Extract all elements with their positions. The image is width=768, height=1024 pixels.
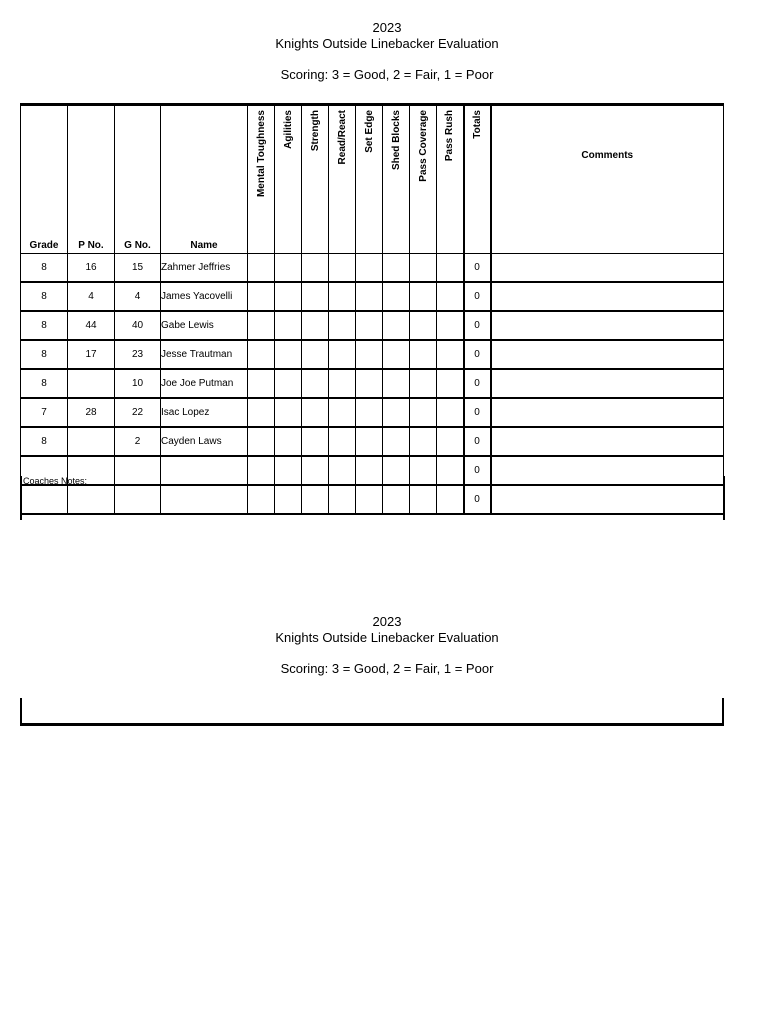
- page2-header: [0, 614, 768, 677]
- cell-shed-blocks[interactable]: [383, 311, 410, 340]
- cell-agilities[interactable]: [275, 282, 302, 311]
- cell-name: James Yacovelli: [161, 282, 248, 311]
- cell-comments[interactable]: [491, 340, 724, 369]
- cell-mental-toughness[interactable]: [248, 311, 275, 340]
- cell-agilities[interactable]: [275, 369, 302, 398]
- cell-mental-toughness[interactable]: [248, 369, 275, 398]
- col-shed-blocks: Shed Blocks: [383, 105, 410, 254]
- cell-p-no: 28: [68, 398, 115, 427]
- cell-g-no: 2: [115, 427, 161, 456]
- cell-mental-toughness[interactable]: [248, 427, 275, 456]
- cell-strength[interactable]: [302, 254, 329, 283]
- cell-comments[interactable]: [491, 282, 724, 311]
- cell-name: Jesse Trautman: [161, 340, 248, 369]
- table-row: [21, 311, 724, 340]
- cell-grade: 8: [21, 254, 68, 283]
- scoring-legend: Scoring: 3 = Good, 2 = Fair, 1 = Poor: [280, 67, 494, 82]
- cell-set-edge[interactable]: [356, 340, 383, 369]
- col-set-edge: Set Edge: [356, 105, 383, 254]
- page2-table-frame: [20, 698, 724, 726]
- cell-comments[interactable]: [491, 311, 724, 340]
- cell-set-edge[interactable]: [356, 398, 383, 427]
- cell-set-edge[interactable]: [356, 369, 383, 398]
- col-p-no: P No.: [68, 105, 115, 254]
- cell-g-no: 40: [115, 311, 161, 340]
- cell-read-react[interactable]: [329, 427, 356, 456]
- col-name: Name: [161, 105, 248, 254]
- cell-comments[interactable]: [491, 427, 724, 456]
- cell-grade: 8: [21, 369, 68, 398]
- header-year: 2023: [372, 20, 402, 35]
- table-header-row: [21, 105, 724, 254]
- cell-pass-coverage[interactable]: [410, 427, 437, 456]
- cell-total: 0: [464, 485, 491, 514]
- table-row: [21, 340, 724, 369]
- cell-comments[interactable]: [491, 369, 724, 398]
- cell-strength[interactable]: [302, 427, 329, 456]
- cell-agilities[interactable]: [275, 427, 302, 456]
- cell-g-no: 22: [115, 398, 161, 427]
- cell-grade: 7: [21, 398, 68, 427]
- col-totals: Totals: [464, 105, 491, 254]
- cell-name: Joe Joe Putman: [161, 369, 248, 398]
- cell-p-no: 16: [68, 254, 115, 283]
- header-title: Knights Outside Linebacker Evaluation: [275, 36, 499, 51]
- col-g-no: G No.: [115, 105, 161, 254]
- cell-p-no: 44: [68, 311, 115, 340]
- cell-total: 0: [464, 456, 491, 485]
- cell-pass-coverage[interactable]: [410, 254, 437, 283]
- cell-mental-toughness[interactable]: [248, 254, 275, 283]
- cell-pass-coverage[interactable]: [410, 282, 437, 311]
- cell-strength[interactable]: [302, 369, 329, 398]
- cell-set-edge[interactable]: [356, 311, 383, 340]
- cell-shed-blocks[interactable]: [383, 398, 410, 427]
- evaluation-table: [20, 103, 724, 515]
- cell-shed-blocks[interactable]: [383, 340, 410, 369]
- cell-mental-toughness[interactable]: [248, 282, 275, 311]
- col-mental-toughness: Mental Toughness: [248, 105, 275, 254]
- cell-grade: 8: [21, 340, 68, 369]
- cell-strength[interactable]: [302, 340, 329, 369]
- cell-total: 0: [464, 369, 491, 398]
- table-row: [21, 369, 724, 398]
- cell-pass-coverage[interactable]: [410, 311, 437, 340]
- cell-pass-coverage[interactable]: [410, 340, 437, 369]
- cell-pass-rush[interactable]: [437, 340, 464, 369]
- cell-g-no: 15: [115, 254, 161, 283]
- cell-set-edge[interactable]: [356, 282, 383, 311]
- cell-read-react[interactable]: [329, 282, 356, 311]
- table-row: [21, 282, 724, 311]
- cell-read-react[interactable]: [329, 369, 356, 398]
- cell-set-edge[interactable]: [356, 254, 383, 283]
- cell-total: 0: [464, 427, 491, 456]
- cell-name: Isac Lopez: [161, 398, 248, 427]
- table-row: [21, 398, 724, 427]
- cell-grade: 8: [21, 282, 68, 311]
- cell-comments[interactable]: [491, 398, 724, 427]
- cell-shed-blocks[interactable]: [383, 282, 410, 311]
- cell-p-no: [68, 369, 115, 398]
- col-read-react: Read/React: [329, 105, 356, 254]
- cell-read-react[interactable]: [329, 311, 356, 340]
- cell-read-react[interactable]: [329, 254, 356, 283]
- cell-p-no: 4: [68, 282, 115, 311]
- cell-read-react[interactable]: [329, 398, 356, 427]
- cell-pass-rush[interactable]: [437, 369, 464, 398]
- col-pass-coverage: Pass Coverage: [410, 105, 437, 254]
- cell-strength[interactable]: [302, 311, 329, 340]
- cell-agilities[interactable]: [275, 311, 302, 340]
- cell-shed-blocks[interactable]: [383, 427, 410, 456]
- col-pass-rush: Pass Rush: [437, 105, 464, 254]
- cell-g-no: 10: [115, 369, 161, 398]
- cell-g-no: 4: [115, 282, 161, 311]
- cell-pass-rush[interactable]: [437, 427, 464, 456]
- cell-total: 0: [464, 254, 491, 283]
- page2-header-title: Knights Outside Linebacker Evaluation: [275, 630, 499, 645]
- cell-name: Gabe Lewis: [161, 311, 248, 340]
- cell-shed-blocks[interactable]: [383, 254, 410, 283]
- cell-total: 0: [464, 398, 491, 427]
- page2-scoring-legend: Scoring: 3 = Good, 2 = Fair, 1 = Poor: [280, 661, 494, 676]
- cell-p-no: [68, 427, 115, 456]
- cell-agilities[interactable]: [275, 398, 302, 427]
- cell-name: Zahmer Jeffries: [161, 254, 248, 283]
- cell-pass-rush[interactable]: [437, 311, 464, 340]
- table-row: [21, 427, 724, 456]
- col-comments: Comments: [491, 105, 724, 254]
- cell-grade: 8: [21, 427, 68, 456]
- cell-agilities[interactable]: [275, 254, 302, 283]
- table-row: [21, 254, 724, 283]
- cell-read-react[interactable]: [329, 340, 356, 369]
- cell-mental-toughness[interactable]: [248, 398, 275, 427]
- cell-total: 0: [464, 311, 491, 340]
- page-header: [0, 20, 768, 83]
- col-strength: Strength: [302, 105, 329, 254]
- cell-pass-coverage[interactable]: [410, 369, 437, 398]
- cell-agilities[interactable]: [275, 340, 302, 369]
- cell-set-edge[interactable]: [356, 427, 383, 456]
- cell-total: 0: [464, 340, 491, 369]
- cell-mental-toughness[interactable]: [248, 340, 275, 369]
- cell-total: 0: [464, 282, 491, 311]
- cell-grade: 8: [21, 311, 68, 340]
- cell-shed-blocks[interactable]: [383, 369, 410, 398]
- cell-p-no: 17: [68, 340, 115, 369]
- col-grade: Grade: [21, 105, 68, 254]
- cell-pass-rush[interactable]: [437, 282, 464, 311]
- cell-pass-rush[interactable]: [437, 398, 464, 427]
- coaches-notes-label: Coaches Notes:: [23, 476, 88, 486]
- col-agilities: Agilities: [275, 105, 302, 254]
- cell-name: Cayden Laws: [161, 427, 248, 456]
- cell-strength[interactable]: [302, 398, 329, 427]
- cell-comments[interactable]: [491, 254, 724, 283]
- coaches-notes-box[interactable]: [20, 476, 725, 520]
- cell-strength[interactable]: [302, 282, 329, 311]
- cell-pass-coverage[interactable]: [410, 398, 437, 427]
- cell-pass-rush[interactable]: [437, 254, 464, 283]
- cell-g-no: 23: [115, 340, 161, 369]
- page2-header-year: 2023: [372, 614, 402, 629]
